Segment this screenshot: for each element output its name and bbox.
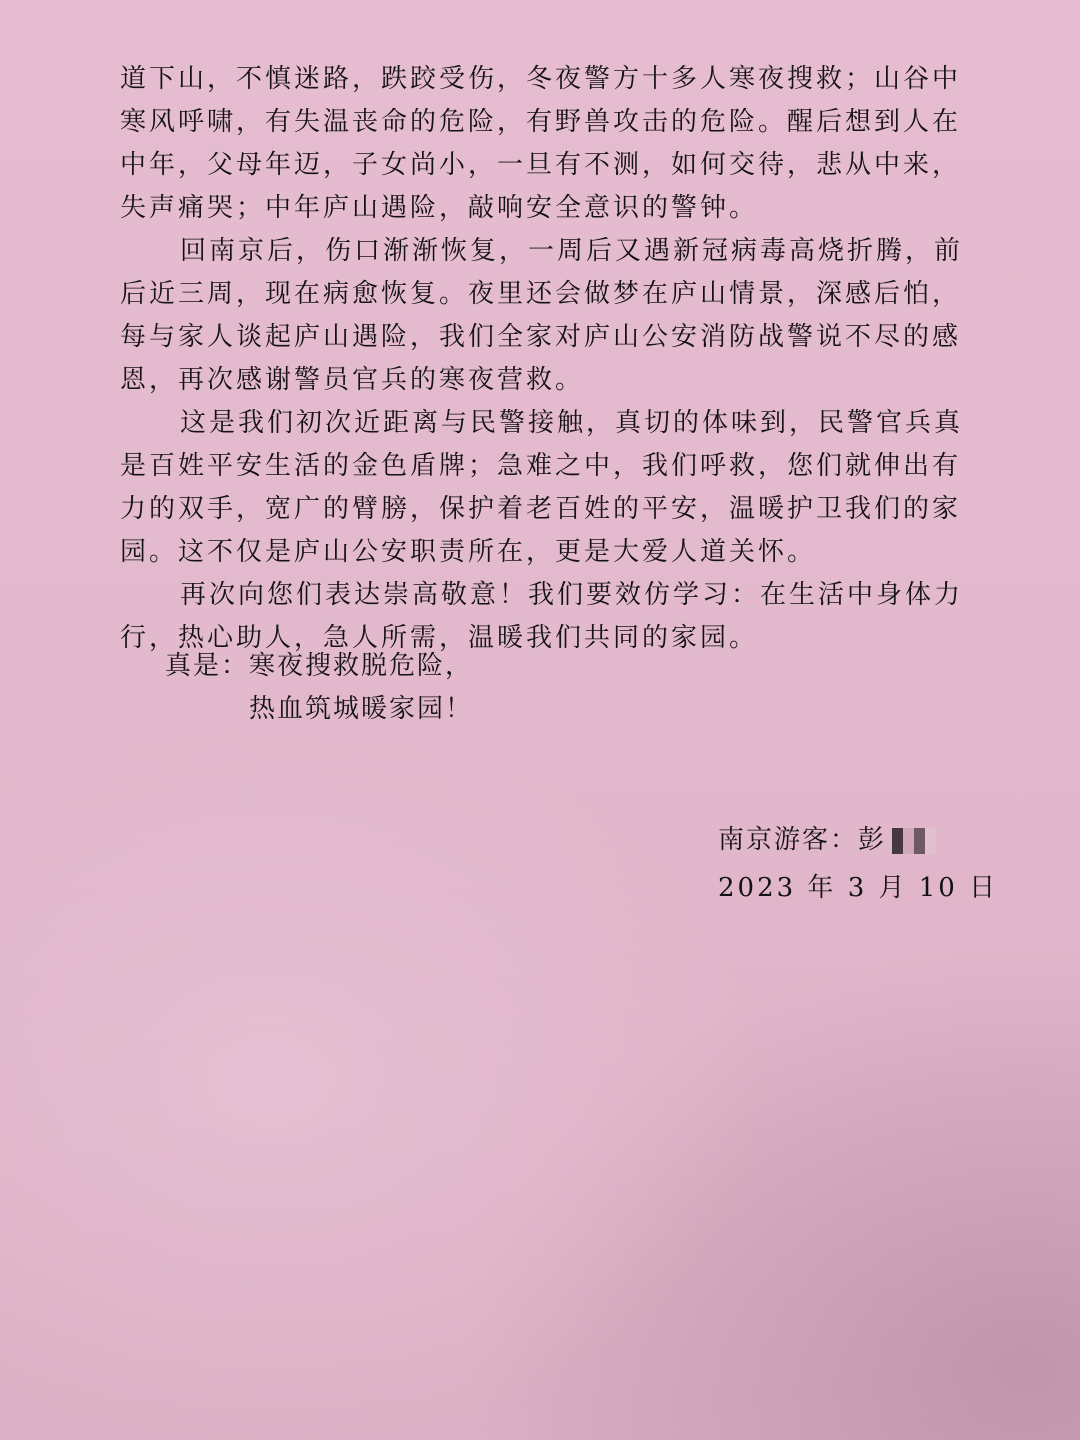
signature-date: 2023 年 3 月 10 日: [718, 873, 999, 903]
redacted-name-mosaic: [892, 828, 936, 854]
signature-line: [718, 816, 998, 864]
signature-name: 南京游客：彭: [718, 825, 887, 855]
paragraph-4: 再次向您们表达崇高敬意！我们要效仿学习：在生活中身体力行，热心助人，急人所需，温暖我们共同的家园。: [120, 580, 964, 653]
signature-block: [718, 816, 998, 912]
paragraph-1: 道下山，不慎迷路，跌跤受伤，冬夜警方十多人寒夜搜救；山谷中寒风呼啸，有失温丧命的危险，有野兽攻击的危险。醒后想到人在中年，父母年迈，子女尚小，一旦有不测，如何交待，悲从中来，失声痛哭；中年庐山遇险，敲响安全意识的警钟。: [120, 64, 962, 223]
paragraph-2: 回南京后，伤口渐渐恢复，一周后又遇新冠病毒高烧折腾，前后近三周，现在病愈恢复。夜里还会做梦在庐山情景，深感后怕，每与家人谈起庐山遇险，我们全家对庐山公安消防战警说不尽的感恩，再次感谢警员官兵的寒夜营救。: [120, 236, 964, 395]
couplet-line-1: 真是：寒夜搜救脱危险，: [165, 651, 474, 681]
paragraph-3: 这是我们初次近距离与民警接触，真切的体味到，民警官兵真是百姓平安生活的金色盾牌；急难之中，我们呼救，您们就伸出有力的双手，宽广的臂膀，保护着老百姓的平安，温暖护卫我们的家园。这不仅是庐山公安职责所在，更是大爱人道关怀。: [120, 408, 964, 567]
closing-couplet: [165, 645, 473, 731]
couplet-line-2: 热血筑城暖家园！: [249, 694, 474, 724]
letter-body: [120, 58, 980, 660]
